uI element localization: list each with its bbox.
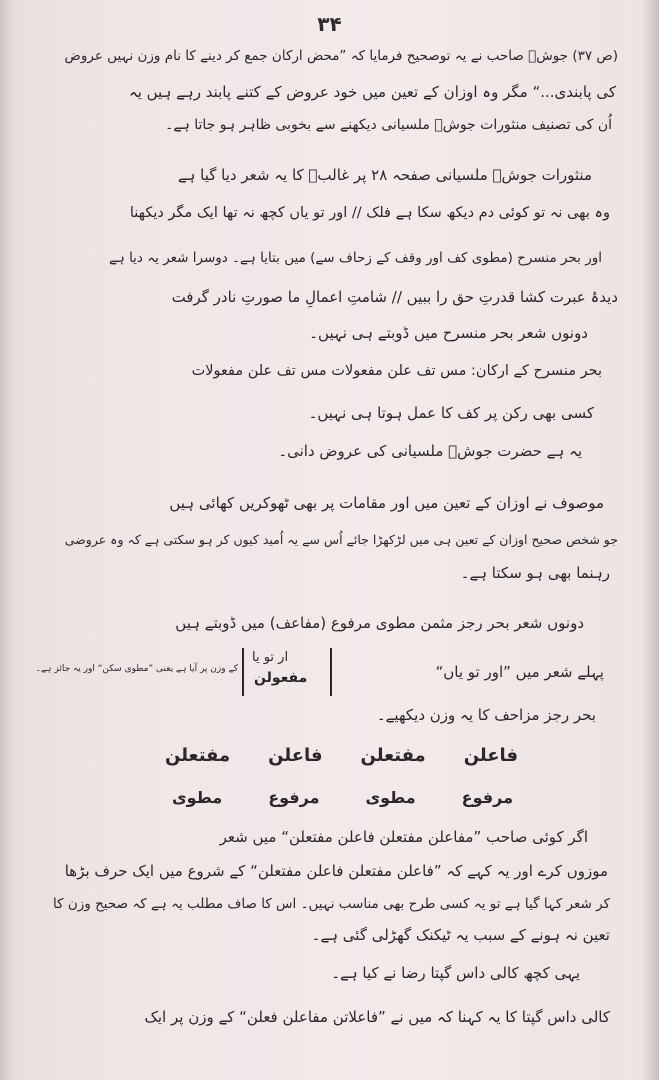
meter-foot: فاعلن [463, 745, 519, 766]
bracket-bottom-text: مفعولن [254, 670, 308, 686]
text-line: جو شخص صحیح اوزان کے تعین ہی میں لڑکھڑا جائے اُس سے یہ اُمید کیوں کر ہو سکتی ہے کہ وہ عروضی [64, 532, 618, 547]
meter-row-types [172, 788, 513, 807]
text-line: منثورات جوشؔ ملسیانی صفحہ ۲۸ پر غالبؔ کا یہ شعر دیا گیا ہے [177, 166, 592, 184]
page-left-shadow [0, 0, 14, 1080]
meter-type: مطوی [365, 788, 416, 807]
verse-line: دیدۂ عبرت کشا قدرتِ حق را ببیں // شامتِ اعمالِ ما صورتِ نادر گرفت [171, 288, 618, 306]
text-line: تعین نہ ہونے کے سبب یہ ٹیکنک گھڑلی گئی ہے۔ [311, 926, 610, 944]
text-line: دونوں شعر بحر رجز مثمن مطوی مرفوع (مفاعف) میں ڈوبتے ہیں [175, 614, 584, 632]
bracket-top-text: ار تو یا [252, 650, 289, 665]
page-number: ۳۴ [317, 12, 342, 36]
text-line: دونوں شعر بحر منسرح میں ڈوبتے ہی نہیں۔ [309, 324, 588, 342]
text-line: اگر کوئی صاحب ”مفاعلن مفتعلن فاعلن مفتعلن“ میں شعر [219, 828, 588, 846]
verse-line: وہ بھی نہ تو کوئی دم دیکھ سکا ہے فلک // اور تو یاں کچھ نہ تھا ایک مگر دیکھنا [129, 205, 610, 221]
page-right-shadow [641, 0, 659, 1080]
text-line: کے وزن پر آیا ہے یعنی ”مطوی سکن“ اور یہ جائز ہے۔ [35, 664, 238, 674]
text-line: کسی بھی رکن پر کف کا عمل ہوتا ہی نہیں۔ [308, 404, 594, 422]
text-line: کی پابندی...“ مگر وہ اوزان کے تعین میں خود عروض کے کتنے پابند رہے ہیں یہ [128, 83, 616, 101]
meter-type: مرفوع [268, 788, 320, 807]
meter-foot: مفتعلن [165, 745, 231, 766]
text-line: کالی داس گپتا کا یہ کہنا کہ میں نے ”فاعلاتن مفاعلن فعلن“ کے وزن پر ایک [144, 1008, 610, 1026]
text-line: اور بحر منسرح (مطوی کف اور وقف کے زحاف سے) میں بتایا ہے۔ دوسرا شعر یہ دیا ہے [108, 250, 602, 266]
text-line: (ص ۳۷) جوشؔ صاحب نے یہ توصحیح فرمایا کہ ”محض ارکان جمع کر دینے کا نام وزن نہیں عروض [64, 48, 618, 64]
text-line: بحر رجز مزاحف کا یہ وزن دیکھیے۔ [376, 706, 596, 724]
text-line: یہی کچھ کالی داس گپتا رضا نے کیا ہے۔ [331, 964, 580, 982]
meter-type: مرفوع [461, 788, 513, 807]
meter-row-feet [165, 745, 518, 766]
meter-type: مطوی [172, 788, 223, 807]
meter-foot: فاعلن [268, 745, 323, 766]
text-line: بحر منسرح کے ارکان: مس تف علن مفعولات مس تف علن مفعولات [191, 363, 602, 379]
text-line: کر شعر کہا گیا ہے تو یہ کسی طرح بھی مناسب نہیں۔ اس کا صاف مطلب یہ ہے کہ صحیح وزن کا [53, 896, 610, 912]
text-line: اُن کی تصنیف منثورات جوشؔ ملسیانی دیکھنے سے بخوبی ظاہر ہو جاتا ہے۔ [165, 117, 612, 133]
text-line: پہلے شعر میں ”اور تو یاں“ [435, 663, 604, 681]
text-line: موزوں کرے اور یہ کہے کہ ”فاعلن مفتعلن فاعلن مفتعلن“ کے شروع میں ایک حرف بڑھا [64, 862, 608, 880]
text-line: رہنما بھی ہو سکتا ہے۔ [460, 564, 610, 582]
text-line: موصوف نے اوزان کے تعین میں اور مقامات پر بھی ٹھوکریں کھائی ہیں [169, 494, 604, 512]
meter-foot: مفتعلن [360, 745, 426, 766]
text-line: یہ ہے حضرت جوشؔ ملسیانی کی عروض دانی۔ [278, 442, 582, 460]
